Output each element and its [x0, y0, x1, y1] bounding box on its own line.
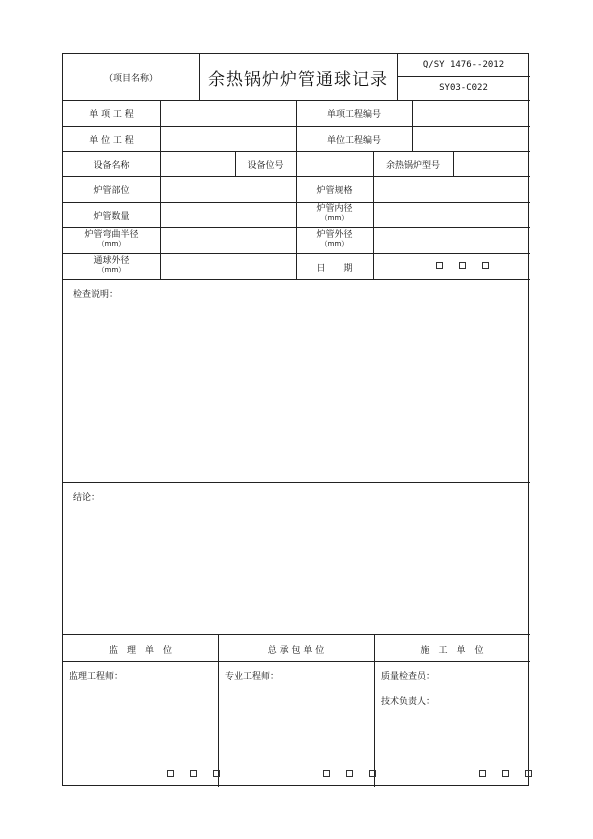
day-box-icon	[482, 262, 489, 269]
date-placeholder	[428, 261, 497, 271]
professional-engineer-label: 专业工程师：	[225, 672, 280, 682]
ball-outer-diameter-label	[63, 256, 160, 274]
day-box-icon	[369, 770, 376, 777]
row-divider	[397, 76, 530, 77]
row-divider	[63, 634, 530, 635]
col-divider	[453, 151, 454, 176]
equipment-name-label: 设备名称	[93, 161, 130, 171]
supervision-unit-header: 监 理 单 位	[108, 646, 172, 656]
year-box-icon	[323, 770, 330, 777]
col-divider	[373, 176, 374, 279]
quality-inspector-label: 质量检查员：	[381, 672, 436, 682]
tube-inner-diameter-label	[296, 204, 373, 222]
form-code: SY03-C022	[439, 83, 488, 93]
unit-project-no-label: 单项工程编号	[326, 110, 381, 120]
construction-date-boxes	[471, 769, 540, 779]
ball-outer-diameter-text: 通球外径	[93, 256, 130, 266]
year-box-icon	[167, 770, 174, 777]
unit-mm: （mm）	[320, 240, 349, 248]
year-box-icon	[479, 770, 486, 777]
row-divider	[63, 279, 530, 280]
col-divider	[160, 100, 161, 279]
year-box-icon	[436, 262, 443, 269]
unit-work-label: 单 位 工 程	[89, 136, 134, 146]
col-divider	[374, 634, 375, 787]
tube-bend-radius-label	[63, 230, 160, 248]
tube-bend-radius-text: 炉管弯曲半径	[84, 230, 139, 240]
row-divider	[63, 482, 530, 483]
col-divider	[412, 100, 413, 151]
tube-spec-label: 炉管规格	[316, 186, 353, 196]
unit-project-label: 单 项 工 程	[89, 110, 134, 120]
supervising-engineer-label: 监理工程师：	[69, 672, 124, 682]
boiler-model-label: 余热锅炉型号	[385, 161, 440, 171]
tube-outer-diameter-text: 炉管外径	[316, 230, 353, 240]
month-box-icon	[346, 770, 353, 777]
unit-work-no-label: 单位工程编号	[326, 136, 381, 146]
form-title: 余热锅炉炉管通球记录	[208, 70, 388, 90]
equipment-position-label: 设备位号	[247, 161, 284, 171]
unit-mm: （mm）	[97, 266, 126, 274]
month-box-icon	[459, 262, 466, 269]
date-label: 日 期	[316, 264, 353, 274]
tube-location-label: 炉管部位	[93, 186, 130, 196]
general-contractor-header: 总 承 包 单 位	[267, 646, 325, 656]
record-form	[62, 53, 529, 786]
tube-inner-diameter-text: 炉管内径	[316, 204, 353, 214]
col-divider	[218, 634, 219, 787]
conclusion-label: 结论：	[73, 493, 101, 503]
row-divider	[63, 661, 530, 662]
inspection-notes-label: 检查说明：	[73, 290, 119, 300]
standard-number: Q/SY 1476--2012	[422, 60, 505, 70]
unit-mm: （mm）	[320, 214, 349, 222]
tube-outer-diameter-label	[296, 230, 373, 248]
supervision-date-boxes	[159, 769, 228, 779]
contractor-date-boxes	[315, 769, 384, 779]
day-box-icon	[213, 770, 220, 777]
month-box-icon	[190, 770, 197, 777]
tube-count-label: 炉管数量	[93, 212, 130, 222]
construction-unit-header: 施 工 单 位	[420, 646, 484, 656]
project-name-label: （项目名称）	[103, 74, 158, 84]
month-box-icon	[502, 770, 509, 777]
technical-lead-label: 技术负责人：	[381, 697, 436, 707]
unit-mm: （mm）	[97, 240, 126, 248]
day-box-icon	[525, 770, 532, 777]
